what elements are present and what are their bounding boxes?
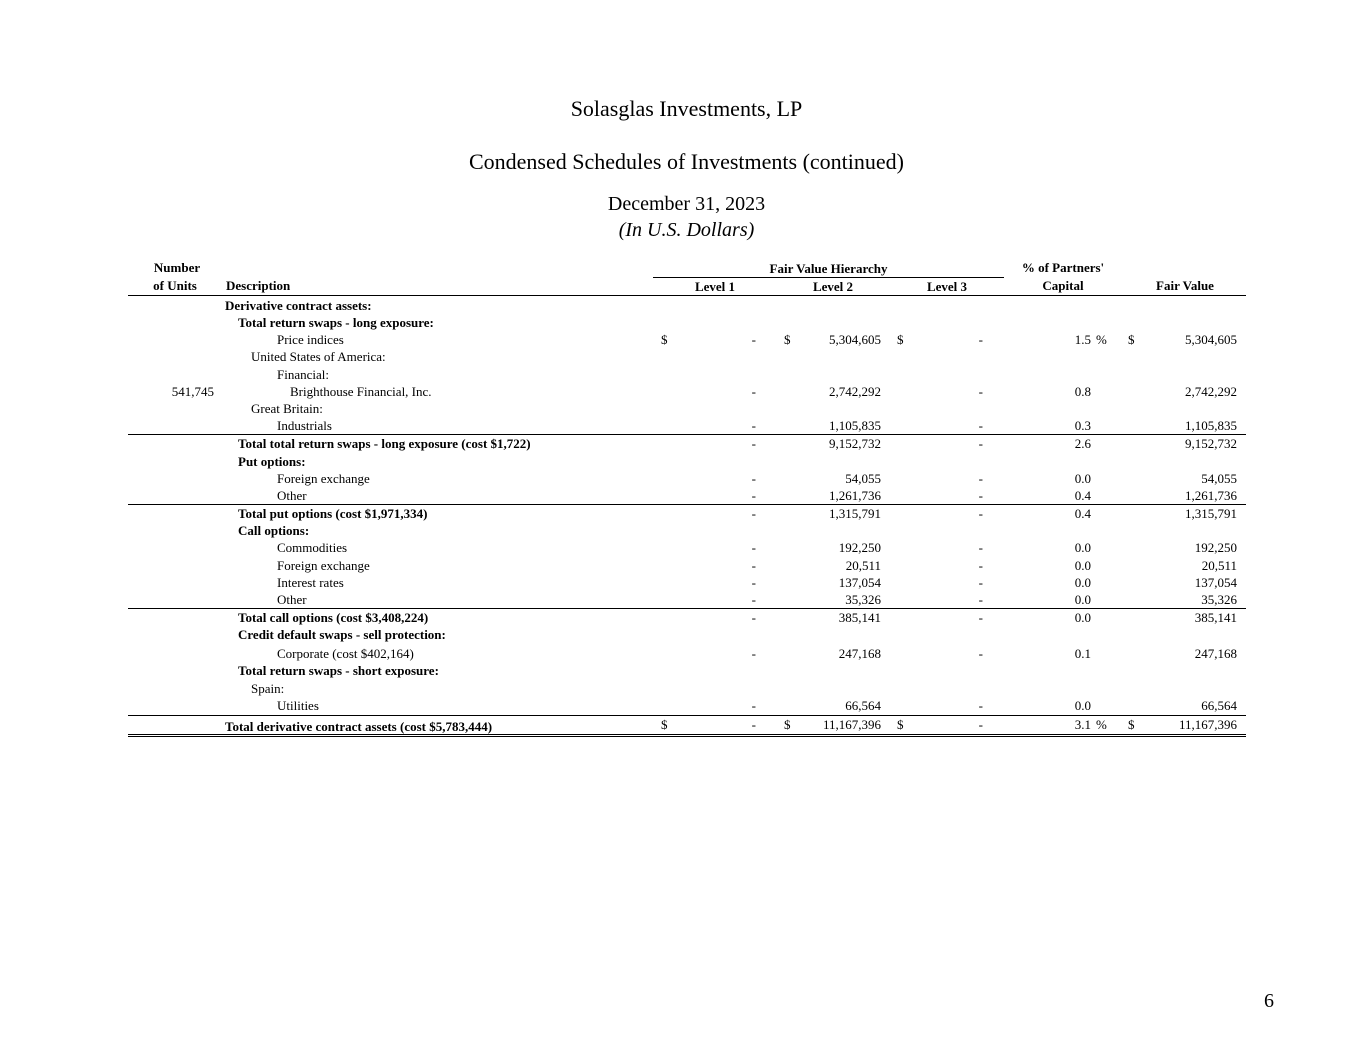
level3-value: -	[978, 717, 983, 732]
header-level2: Level 2	[812, 279, 854, 294]
table-row	[0, 539, 1365, 556]
row-description: Industrials	[277, 418, 332, 433]
level1-value: -	[751, 575, 756, 590]
fair-value: 137,054	[1194, 575, 1237, 590]
row-description: Great Britain:	[251, 401, 323, 416]
fair-value: 1,105,835	[1185, 418, 1237, 433]
table-row	[0, 453, 1365, 470]
table-row	[0, 331, 1365, 348]
fair-value: 1,261,736	[1185, 488, 1237, 503]
fair-value: 54,055	[1201, 471, 1237, 486]
level1-value: -	[751, 592, 756, 607]
company-name: Solasglas Investments, LP	[570, 96, 803, 121]
header-rule	[128, 295, 1246, 296]
double-rule-top	[128, 734, 1246, 735]
table-row	[0, 609, 1365, 626]
row-description: Commodities	[277, 540, 348, 555]
table-row	[0, 348, 1365, 365]
pct-value: 0.0	[1074, 592, 1091, 607]
row-description: Spain:	[251, 681, 285, 696]
level3-value: -	[978, 332, 983, 347]
pct-value: 0.0	[1074, 540, 1091, 555]
level1-value: -	[751, 506, 756, 521]
row-description: Other	[277, 592, 307, 607]
pct-value: 0.0	[1074, 698, 1091, 713]
page-number: 6	[1264, 990, 1274, 1012]
level2-value: 35,326	[845, 592, 881, 607]
header-level3: Level 3	[926, 279, 968, 294]
table-row	[0, 297, 1365, 314]
level2-value: 2,742,292	[829, 384, 881, 399]
dollar-sign: $	[897, 717, 904, 732]
table-row	[0, 487, 1365, 504]
level1-value: -	[751, 384, 756, 399]
table-row	[0, 716, 1365, 733]
level2-value: 1,105,835	[829, 418, 881, 433]
level3-value: -	[978, 646, 983, 661]
header-fair-value-hierarchy: Fair Value Hierarchy	[769, 261, 888, 276]
header-number: Number	[153, 260, 201, 275]
table-row	[0, 417, 1365, 434]
table-row	[0, 662, 1365, 679]
dollar-sign: $	[784, 332, 791, 347]
row-description: United States of America:	[251, 349, 386, 364]
dollar-sign: $	[784, 717, 791, 732]
pct-value: 0.0	[1074, 610, 1091, 625]
dollar-sign: $	[1128, 717, 1135, 732]
level2-value: 385,141	[838, 610, 881, 625]
table-row	[0, 383, 1365, 400]
fair-value: 1,315,791	[1185, 506, 1237, 521]
row-description: Foreign exchange	[277, 558, 370, 573]
level1-value: -	[751, 436, 756, 451]
level2-value: 1,315,791	[829, 506, 881, 521]
level2-value: 11,167,396	[822, 717, 881, 732]
row-description: Total return swaps - long exposure:	[238, 315, 434, 330]
row-description: Financial:	[277, 367, 329, 382]
pct-value: 0.0	[1074, 471, 1091, 486]
row-description: Put options:	[238, 454, 306, 469]
level1-value: -	[751, 610, 756, 625]
row-description: Credit default swaps - sell protection:	[238, 627, 446, 642]
fair-value: 9,152,732	[1185, 436, 1237, 451]
fair-value: 192,250	[1194, 540, 1237, 555]
pct-symbol: %	[1096, 717, 1107, 732]
level3-value: -	[978, 698, 983, 713]
table-row	[0, 522, 1365, 539]
row-description: Call options:	[238, 523, 310, 538]
level1-value: -	[751, 418, 756, 433]
level3-value: -	[978, 418, 983, 433]
pct-value: 0.4	[1074, 488, 1091, 503]
row-description: Price indices	[277, 332, 344, 347]
pct-value: 0.8	[1074, 384, 1091, 399]
row-description: Derivative contract assets:	[225, 298, 372, 313]
level3-value: -	[978, 592, 983, 607]
pct-value: 0.1	[1074, 646, 1091, 661]
fair-value: 11,167,396	[1178, 717, 1237, 732]
pct-value: 0.0	[1074, 575, 1091, 590]
row-description: Interest rates	[277, 575, 344, 590]
fair-value: 35,326	[1201, 592, 1237, 607]
header-description: Description	[226, 278, 291, 293]
level2-value: 9,152,732	[829, 436, 881, 451]
dollar-sign: $	[897, 332, 904, 347]
level2-value: 247,168	[838, 646, 881, 661]
level1-value: -	[751, 558, 756, 573]
row-description: Corporate (cost $402,164)	[277, 646, 414, 661]
level3-value: -	[978, 488, 983, 503]
level2-value: 5,304,605	[829, 332, 881, 347]
level1-value: -	[751, 471, 756, 486]
table-row	[0, 591, 1365, 608]
units-value: 541,745	[171, 384, 214, 399]
level1-value: -	[751, 717, 756, 732]
level2-value: 1,261,736	[829, 488, 881, 503]
fair-value: 66,564	[1201, 698, 1237, 713]
level1-value: -	[751, 332, 756, 347]
level1-value: -	[751, 488, 756, 503]
fair-value: 20,511	[1201, 558, 1237, 573]
level3-value: -	[978, 540, 983, 555]
level2-value: 137,054	[838, 575, 881, 590]
dollar-sign: $	[661, 332, 668, 347]
level1-value: -	[751, 540, 756, 555]
fair-value: 385,141	[1194, 610, 1237, 625]
level1-value: -	[751, 646, 756, 661]
header-capital: Capital	[1042, 278, 1084, 293]
pct-value: 3.1	[1074, 717, 1091, 732]
double-rule-bottom	[128, 736, 1246, 737]
pct-value: 2.6	[1074, 436, 1091, 451]
level2-value: 20,511	[845, 558, 881, 573]
table-row	[0, 400, 1365, 417]
level3-value: -	[978, 384, 983, 399]
pct-symbol: %	[1096, 332, 1107, 347]
level3-value: -	[978, 471, 983, 486]
pct-value: 0.3	[1074, 418, 1091, 433]
row-description: Total return swaps - short exposure:	[238, 663, 439, 678]
level3-value: -	[978, 610, 983, 625]
table-row	[0, 626, 1365, 643]
fair-value: 2,742,292	[1185, 384, 1237, 399]
dollar-sign: $	[1128, 332, 1135, 347]
level3-value: -	[978, 575, 983, 590]
row-description: Total derivative contract assets (cost $5,783,444)	[225, 719, 493, 734]
level3-value: -	[978, 506, 983, 521]
level2-value: 54,055	[845, 471, 881, 486]
row-description: Brighthouse Financial, Inc.	[290, 384, 432, 399]
table-row	[0, 557, 1365, 574]
pct-value: 0.0	[1074, 558, 1091, 573]
fair-value: 5,304,605	[1185, 332, 1237, 347]
fair-value: 247,168	[1194, 646, 1237, 661]
currency-note: (In U.S. Dollars)	[618, 219, 755, 241]
table-row	[0, 366, 1365, 383]
row-description: Other	[277, 488, 307, 503]
table-row	[0, 697, 1365, 714]
level2-value: 66,564	[845, 698, 881, 713]
table-row	[0, 505, 1365, 522]
statement-date: December 31, 2023	[607, 193, 766, 215]
row-description: Foreign exchange	[277, 471, 370, 486]
header-level1: Level 1	[694, 279, 736, 294]
pct-value: 0.4	[1074, 506, 1091, 521]
hierarchy-rule	[653, 277, 1004, 278]
header-of-units: of Units	[153, 278, 197, 293]
table-row	[0, 435, 1365, 452]
header-fair-value: Fair Value	[1156, 278, 1214, 293]
table-row	[0, 680, 1365, 697]
table-row	[0, 574, 1365, 591]
header-pct-partners: % of Partners'	[1021, 260, 1105, 275]
row-description: Total put options (cost $1,971,334)	[238, 506, 428, 521]
row-description: Utilities	[277, 698, 319, 713]
pct-value: 1.5	[1074, 332, 1091, 347]
level1-value: -	[751, 698, 756, 713]
row-description: Total call options (cost $3,408,224)	[238, 610, 429, 625]
statement-title: Condensed Schedules of Investments (continued)	[468, 149, 904, 174]
table-row	[0, 314, 1365, 331]
dollar-sign: $	[661, 717, 668, 732]
table-row	[0, 645, 1365, 662]
row-description: Total total return swaps - long exposure (cost $1,722)	[238, 436, 531, 451]
level3-value: -	[978, 558, 983, 573]
level3-value: -	[978, 436, 983, 451]
level2-value: 192,250	[838, 540, 881, 555]
table-row	[0, 470, 1365, 487]
